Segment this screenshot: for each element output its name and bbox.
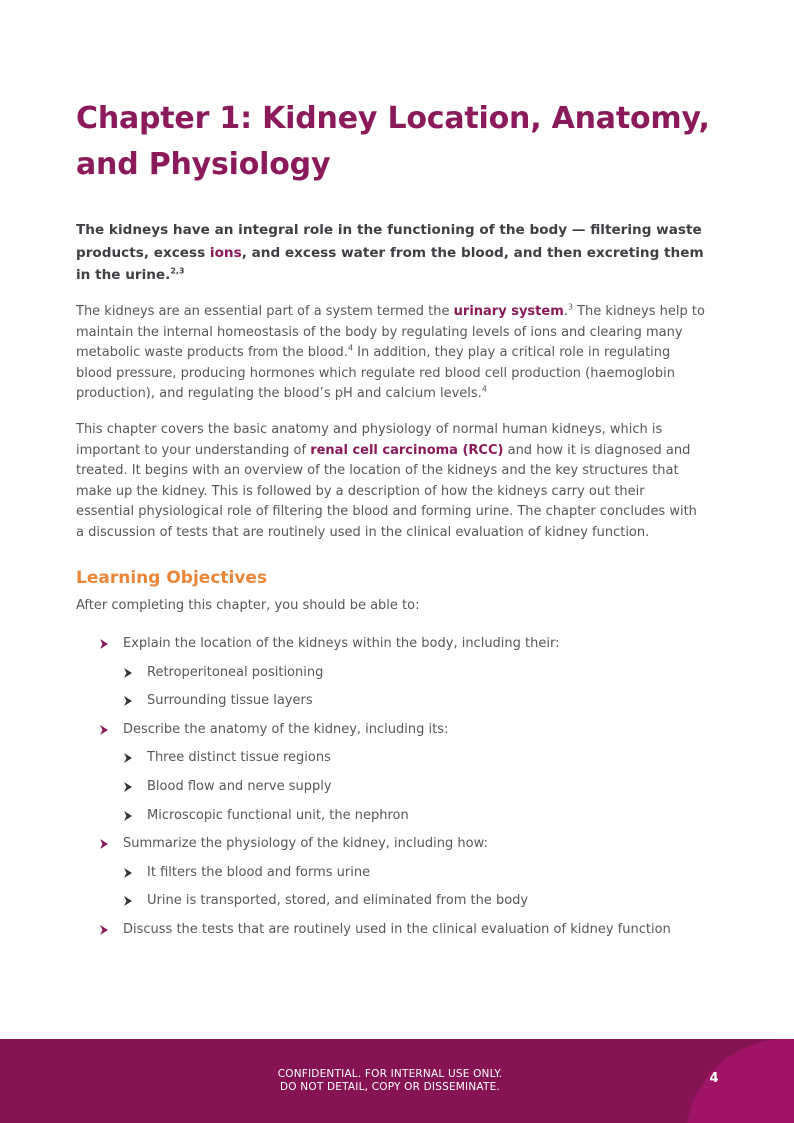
intro-text-b: , and excess water from the blood, and then excreting them in the urine.: [76, 244, 704, 283]
para1-text-b: .: [563, 304, 568, 319]
intro-paragraph: [76, 219, 706, 287]
confidentiality-line-1: CONFIDENTIAL. FOR INTERNAL USE ONLY.: [277, 1068, 503, 1080]
list-item: [0, 719, 794, 748]
list-item: [0, 662, 794, 691]
para1-text-d: In addition, they play a critical role in regulating blood pressure, producing hormones which regulate red blood cell production (haemoglobin production), and regulating the blood’s pH and calcium levels.: [76, 345, 675, 402]
list-item: [0, 633, 794, 662]
chevron-right-icon: [100, 719, 114, 741]
reference-superscript: 3: [567, 302, 573, 312]
chevron-right-icon: [124, 862, 138, 884]
list-item: [0, 862, 794, 891]
page-footer: [0, 1039, 794, 1123]
list-item-text: It filters the blood and forms urine: [147, 864, 371, 880]
body-paragraph-1: [76, 302, 706, 405]
list-item-text: Urine is transported, stored, and eliminated from the body: [147, 893, 529, 909]
list-item-text: Blood flow and nerve supply: [147, 778, 332, 794]
reference-superscript: 4: [481, 385, 487, 395]
list-item: [0, 747, 794, 776]
list-item: [0, 690, 794, 719]
list-item-text: Discuss the tests that are routinely used in the clinical evaluation of kidney function: [123, 921, 671, 937]
reference-superscript: 4: [347, 343, 354, 353]
chevron-right-icon: [124, 890, 138, 912]
list-item-text: Surrounding tissue layers: [147, 693, 313, 709]
page-number: 4: [709, 1071, 719, 1086]
chevron-right-icon: [124, 776, 138, 798]
reference-superscript: 2,3: [170, 266, 185, 276]
chevron-right-icon: [100, 919, 114, 941]
list-item: [0, 776, 794, 805]
glossary-term-urinary-system[interactable]: urinary system: [453, 304, 564, 319]
chevron-right-icon: [124, 805, 138, 827]
confidentiality-notice: [220, 1068, 560, 1094]
chevron-right-icon: [124, 747, 138, 769]
para2-text-b: and how it is diagnosed and treated. It begins with an overview of the location of the kidneys and the key structures that make up the kidney. This is followed by a description of how the kidneys carry out their essential physiological role of filtering the blood and forming urine. The chapter concludes with a discussion of tests that are routinely used in the clinical evaluation of kidney function.: [76, 442, 697, 540]
glossary-term-rcc[interactable]: renal cell carcinoma (RCC): [310, 442, 504, 458]
list-item: [0, 805, 794, 834]
glossary-term-ions[interactable]: ions: [209, 244, 242, 261]
learning-objectives-heading: Learning Objectives: [76, 568, 268, 588]
list-item: [0, 833, 794, 862]
learning-objectives-list: [0, 633, 794, 948]
chevron-right-icon: [100, 633, 114, 655]
page-title: Chapter 1: Kidney Location, Anatomy, and Physiology: [76, 101, 710, 182]
para1-text-c: The kidneys help to maintain the internal homeostasis of the body by regulating levels of ions and clearing many metabolic waste products from the blood.: [76, 304, 705, 361]
list-item: [0, 890, 794, 919]
list-item-text: Summarize the physiology of the kidney, including how:: [123, 836, 488, 852]
list-item: [0, 919, 794, 948]
learning-objectives-lead: After completing this chapter, you should be able to:: [76, 598, 420, 613]
list-item-text: Three distinct tissue regions: [147, 750, 331, 766]
chevron-right-icon: [124, 690, 138, 712]
list-item-text: Retroperitoneal positioning: [147, 664, 324, 680]
confidentiality-line-2: DO NOT DETAIL, COPY OR DISSEMINATE.: [280, 1081, 500, 1093]
para2-text-a: This chapter covers the basic anatomy and physiology of normal human kidneys, which is important to your understanding of: [76, 422, 663, 458]
list-item-text: Explain the location of the kidneys within the body, including their:: [123, 636, 560, 651]
para1-text-a: The kidneys are an essential part of a system termed the: [76, 304, 454, 319]
intro-text-a: The kidneys have an integral role in the functioning of the body — filtering waste products, excess: [76, 222, 702, 261]
body-paragraph-2: [76, 420, 706, 544]
list-item-text: Microscopic functional unit, the nephron: [147, 807, 409, 823]
chevron-right-icon: [100, 833, 114, 855]
chevron-right-icon: [124, 662, 138, 684]
list-item-text: Describe the anatomy of the kidney, including its:: [123, 721, 449, 737]
